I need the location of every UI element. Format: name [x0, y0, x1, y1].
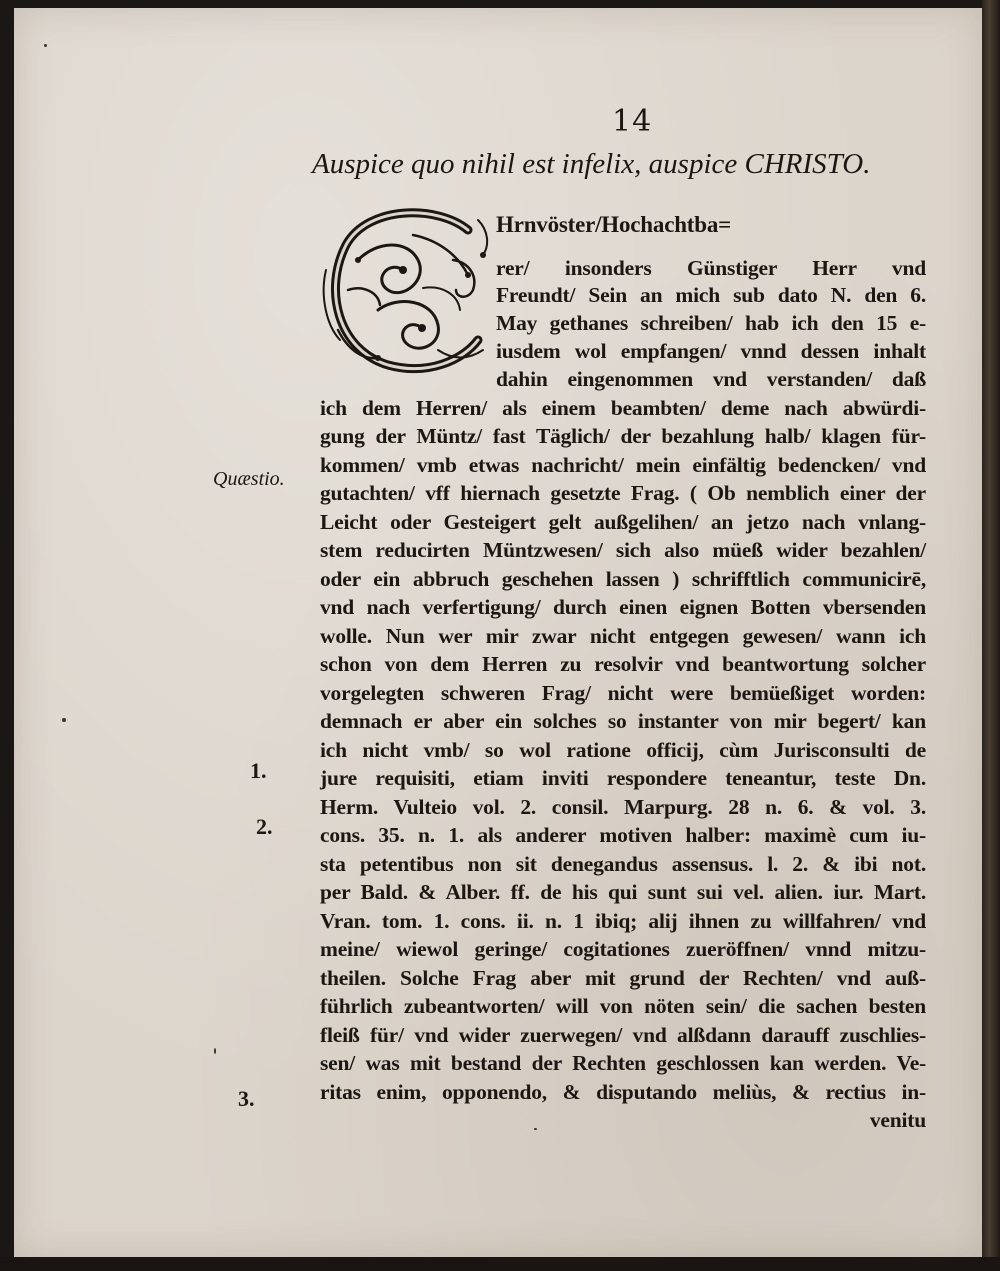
body-line: ich dem Herren/ als einem beambten/ deme nach abwürdi-	[320, 396, 926, 420]
body-line: führlich zubeantworten/ will von nöten sein/ die sachen besten	[320, 994, 926, 1018]
body-line: fleiß für/ vnd wider zuerwegen/ vnd alßdann darauff zuschlies-	[320, 1023, 926, 1047]
decorated-initial-letter	[318, 200, 496, 380]
body-line: kommen/ vmb etwas nachricht/ mein einfältig bedencken/ vnd	[320, 453, 926, 477]
page-motto: Auspice quo nihil est infelix, auspice CHRISTO.	[312, 148, 871, 180]
body-line: venitu	[869, 1108, 926, 1132]
body-line: Leicht oder Gesteigert gelt außgelihen/ an jetzo nach vnlang-	[320, 510, 926, 534]
page-number: 14	[612, 104, 653, 139]
scan-bottom-edge	[0, 1257, 1000, 1271]
body-line: vnd nach verfertigung/ durch einen eignen Botten vbersenden	[320, 595, 926, 619]
margin-number: 3.	[238, 1086, 255, 1111]
paper-speck	[214, 1048, 216, 1054]
body-line: vorgelegten schweren Frag/ nicht were bemüeßiget worden:	[320, 681, 926, 705]
body-line: wolle. Nun wer mir zwar nicht entgegen gewesen/ wann ich	[320, 624, 926, 648]
body-line: sta petentibus non sit denegandus assensus. l. 2. & ibi not.	[320, 852, 926, 876]
body-line: oder ein abbruch geschehen lassen ) schrifftlich communicirē,	[320, 567, 926, 591]
body-line: ich nicht vmb/ so wol ratione officij, cùm Jurisconsulti de	[320, 738, 926, 762]
body-line: demnach er aber ein solches so instanter von mir begert/ kan	[320, 709, 926, 733]
body-line: meine/ wiewol geringe/ cogitationes zueröffnen/ vnnd mitzu-	[320, 937, 926, 961]
margin-number: 2.	[256, 814, 273, 839]
book-edge	[982, 0, 1000, 1271]
body-line: schon von dem Herren zu resolvir vnd beantwortung solcher	[320, 652, 926, 676]
body-line: theilen. Solche Frag aber mit grund der Rechten/ vnd auß-	[320, 966, 926, 990]
paper-speck	[62, 718, 66, 722]
body-line: May gethanes schreiben/ hab ich den 15 e-	[496, 311, 926, 335]
margin-number: 1.	[250, 758, 267, 783]
body-line: ritas enim, opponendo, & disputando meliùs, & rectius in-	[320, 1080, 926, 1104]
body-line: dahin eingenommen vnd verstanden/ daß	[496, 367, 926, 391]
body-line: gutachten/ vff hiernach gesetzte Frag. ( Ob nemblich einer der	[320, 481, 926, 505]
body-line: Vran. tom. 1. cons. ii. n. 1 ibiq; alij ihnen zu willfahren/ vnd	[320, 909, 926, 933]
body-line: gung der Müntz/ fast Täglich/ der bezahlung halb/ klagen für-	[320, 424, 926, 448]
body-line: iusdem wol empfangen/ vnnd dessen inhalt	[496, 339, 926, 363]
body-line: per Bald. & Alber. ff. de his qui sunt sui vel. alien. iur. Mart.	[320, 880, 926, 904]
margin-question-label: Quæstio.	[213, 468, 285, 490]
body-line: rer/ insonders Günstiger Herr vnd	[496, 256, 926, 280]
paper-speck	[44, 44, 47, 47]
body-line: stem reducirten Müntzwesen/ sich also müeß wider bezahlen/	[320, 538, 926, 562]
body-line: sen/ was mit bestand der Rechten geschlossen kan werden. Ve-	[320, 1051, 926, 1075]
body-line: Freundt/ Sein an mich sub dato N. den 6.	[496, 283, 926, 307]
body-line: cons. 35. n. 1. als anderer motiven halber: maximè cum iu-	[320, 823, 926, 847]
body-line: jure requisiti, etiam inviti respondere teneantur, teste Dn.	[320, 766, 926, 790]
body-line: Hrnvöster/Hochachtba=	[496, 212, 732, 237]
body-line: Herm. Vulteio vol. 2. consil. Marpurg. 28 n. 6. & vol. 3.	[320, 795, 926, 819]
